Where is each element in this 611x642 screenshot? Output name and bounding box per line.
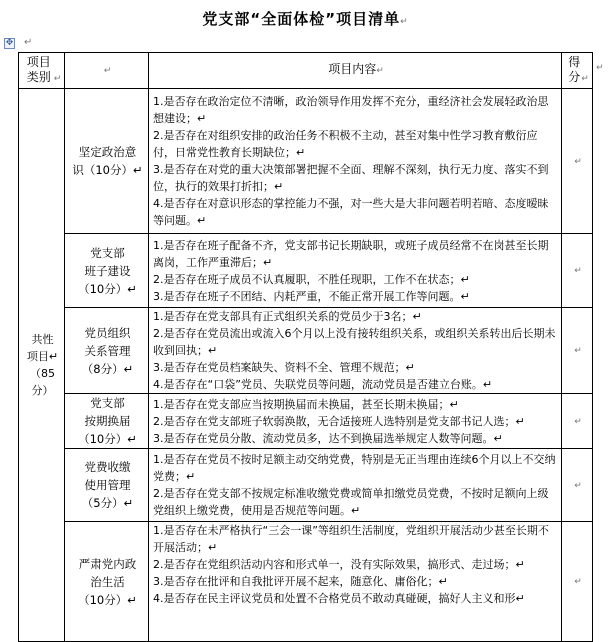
content-line: 4.是否存在“口袋”党员、失联党员等问题，流动党员是否建立台账。↵ [153,378,493,391]
header-content-label: 项目内容 [328,62,377,76]
table-header-row [19,53,593,89]
content-line: 2.是否存在党组织活动内容和形式单一，没有实际效果，搞形式、走过场；↵ [153,558,525,571]
content-line: 1.是否存在政治定位不清晰，政治领导作用发挥不充分，重经济社会发展轻政治思想建设；↵ [153,95,549,125]
table-move-handle-icon[interactable]: ✥ [5,38,14,48]
item-name-cell [65,449,149,522]
content-line: 1.是否存在未严格执行“三会一课”等组织生活制度，党组织开展活动少甚至长期不开展活动；↵ [153,524,549,554]
content-line: 3.是否存在党员分散、流动党员多，达不到换届选举规定人数等问题。↵ [153,431,503,445]
group-category-line: （85 [30,367,55,380]
item-name-cell [65,394,149,449]
item-name-cell [65,308,149,394]
table-row [19,522,593,642]
header-score-label: 得分 [568,54,581,84]
item-name-line: 使用管理 [84,478,131,492]
header-category-label: 项目类别 [26,54,51,84]
item-name-cell [65,234,149,308]
item-name-line: （8分）↵ [81,361,134,376]
score-cell[interactable] [562,89,593,234]
content-line: 3.是否存在班子不团结、内耗严重，不能正常开展工作等问题。↵ [153,289,470,303]
header-item [65,53,149,89]
content-line: 3.是否存在对党的重大决策部署把握不全面、理解不深刻，执行无力度、落实不到位，执行的效果打折扣；↵ [153,163,549,193]
item-content-cell [149,394,562,449]
content-line: 2.是否存在班子成员不认真履职，不胜任现职，工作不在状态；↵ [153,272,470,286]
content-line: 1.是否存在班子配备不齐，党支部书记长期缺职，或班子成员经常不在岗甚至长期离岗，工作严重滞后；↵ [153,238,549,269]
group-category-line: 项目↵ [26,350,59,363]
content-line: 1.是否存在党支部具有正式组织关系的党员少于3名；↵ [153,310,422,323]
paragraph-mark: ↵ [400,17,409,27]
paragraph-mark: ↵ [376,66,384,76]
table-row [19,308,593,394]
item-name-line: 班子建设 [84,263,131,278]
document-title [0,8,611,29]
item-name-line: 关系管理 [84,343,131,358]
item-name-cell [65,89,149,234]
table-row [19,449,593,522]
item-content-cell [149,234,562,308]
checklist-table [18,52,593,642]
paragraph-mark: ↵ [574,416,582,427]
content-line: 2.是否存在党支部不按规定标准收缴党费或简单扣缴党员党费，不按时足额向上级党组织上缴党费，使用是否规范等问题。↵ [153,487,549,517]
content-line: 4.是否存在民主评议党员和处置不合格党员不敢动真碰硬，搞好人主义和形↵ [153,592,525,605]
paragraph-mark: ↵ [574,156,582,167]
item-content-cell [149,89,562,234]
item-name-cell [65,522,149,642]
item-name-line: 党支部 [90,396,125,410]
paragraph-mark: ↵ [574,346,582,356]
header-score [562,53,593,89]
score-cell[interactable] [562,449,593,522]
table-row [19,89,593,234]
item-name-line: 识（10分）↵ [72,163,143,177]
paragraph-mark: ↵ [574,577,582,587]
score-cell[interactable] [562,234,593,308]
paragraph-mark: ↵ [581,73,589,84]
document-title-text: 党支部“全面体检”项目清单 [202,10,401,28]
item-name-line: （10分）↵ [78,592,137,607]
paragraph-mark: ↵ [574,480,582,491]
item-name-line: （5分）↵ [81,496,134,510]
item-name-line: 党支部 [90,245,125,260]
content-line: 3.是否存在批评和自我批评开展不起来，随意化、庸俗化；↵ [153,575,448,588]
paragraph-mark: ↵ [574,266,582,276]
content-line: 1.是否存在党员不按时足额主动交纳党费，特别是无正当理由连续6个月以上不交纳党费；↵ [153,453,556,483]
item-name-line: 严肃党内政 [78,556,137,571]
item-content-cell [149,449,562,522]
table-row [19,394,593,449]
score-cell[interactable] [562,522,593,642]
item-name-line: 坚定政治意 [78,145,137,159]
paragraph-mark: ↵ [103,66,112,76]
content-line: 2.是否存在党支部班子软弱涣散，无合适接班人选特别是党支部书记人选；↵ [153,414,525,428]
score-cell[interactable] [562,308,593,394]
item-name-line: 按期换届 [84,414,131,428]
content-line: 2.是否存在党员流出或流入6个月以上没有接转组织关系，或组织关系转出后长期未收到回执；↵ [153,327,556,357]
header-category [19,53,65,89]
item-name-line: （10分）↵ [78,432,137,446]
row-end-mark: ↵ [596,63,604,73]
group-category-line: 共性 [31,333,54,346]
paragraph-mark: ↵ [53,73,62,84]
table-row [19,234,593,308]
group-category-line: 分） [31,384,54,397]
item-content-cell [149,308,562,394]
score-cell[interactable] [562,394,593,449]
group-category-cell [19,89,65,642]
content-line: 1.是否存在党支部应当按期换届而未换届，甚至长期未换届；↵ [153,397,459,411]
item-name-line: 治生活 [90,574,125,589]
item-name-line: （10分）↵ [78,281,137,296]
content-line: 4.是否存在对意识形态的掌控能力不强，对一些大是大非问题若明若暗、态度暧昧等问题。↵ [153,197,549,227]
item-content-cell [149,522,562,642]
header-content [149,53,562,89]
content-line: 3.是否存在党员档案缺失、资料不全、管理不规范；↵ [153,361,415,374]
item-name-line: 党员组织 [84,325,131,340]
content-line: 2.是否存在对组织安排的政治任务不积极不主动，甚至对集中性学习教育敷衍应付，日常党性教育长期缺位；↵ [153,129,538,159]
paragraph-mark: ↵ [24,37,33,48]
item-name-line: 党费收缴 [84,460,131,474]
